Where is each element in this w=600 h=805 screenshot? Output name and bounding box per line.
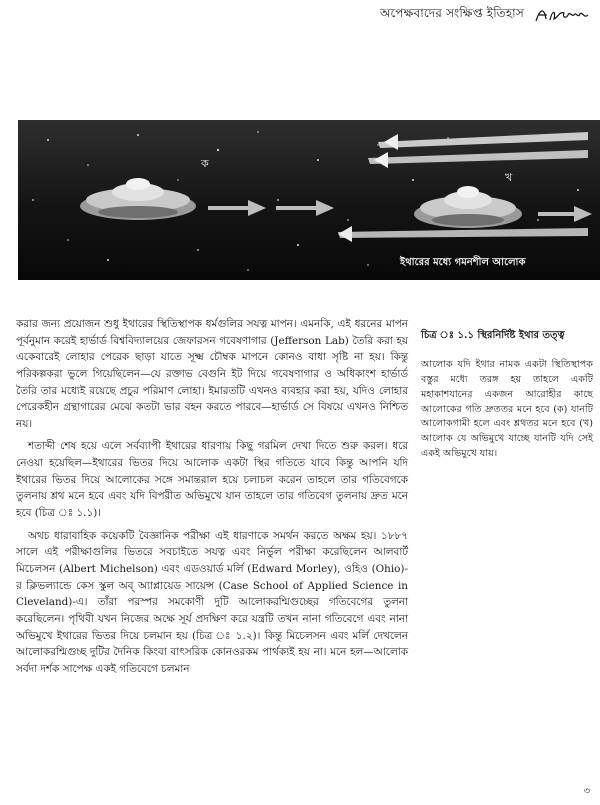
motion-arrows [208,200,592,222]
figure-caption-body: আলোক যদি ইথার নামক একটা স্থিতিস্থাপক বস্তুর মধ্যে তরঙ্গ হয় তাহলে একটি মহাকাশযানের একজন আরোহীর কাছে আলোকের গতি দ্রুততর মনে হবে (ক) যানটি আলোকগামী হলে এবং শ্লথতর মনে হবে (খ) আলোক যে অভিমুখে যাচ্ছে যানটি যদি সেই একই অভিমুখে যায়। [421,359,593,460]
label-ka: ক [201,157,209,170]
paragraph-3: অথচ ধারাবাহিক কয়েকটি বৈজ্ঞানিক পরীক্ষা এই ধারণাকে সমর্থন করতে অক্ষম হয়। ১৮৮৭ সালে এই পরীক্ষাগুলির ভিতরে সবচাইতে সযত্ন এবং নির্ভুল পরীক্ষা করেছিলেন আলবার্ট মিচেলসন (Albert Michelson) এবং এডওয়ার্ড মর্লি (Edward Morley), ওহিও (Ohio)-র ক্লিভল্যান্ডে কেস স্কুল অব্ অ্যাপ্লায়েড সায়েন্স (Case School of Applied Science in Cleveland)-এ। তাঁরা পরস্পর সমকোণী দুটি আলোকরশ্মিগুচ্ছের গতিবেগের তুলনা করেছিলেন। পৃথিবী যখন নিজের অক্ষে সূর্য প্রদক্ষিণ করে যন্ত্রটি তখন নানা গতিবেগে এবং নানা অভিমুখে ইথারের ভিতর দিয়ে চলমান হয় (চিত্র ঃ ১.২)। কিন্তু মিচেলসন এবং মর্লি দেখলেন আলোকরশ্মিগুচ্ছ দুটির দৈনিক কিংবা বাৎসরিক কোনওরকম পার্থক্যই হয় না। মনে হল—আলোক সর্বদা দর্শক সাপেক্ষ একই গতিবেগে চলমান [16,529,408,675]
saucer-left [80,178,196,220]
einstein-signature [534,5,592,25]
page-number: ৩ [583,786,590,797]
ether-illustration [18,120,600,280]
ether-figure [18,120,600,280]
paragraph-2: শতাব্দী শেষ হয়ে এলে সর্বব্যাপী ইথারের ধারণায় কিছু গরমিল দেখা দিতে শুরু করল। ধরে নেওয়া হয়েছিল—ইথারের ভিতর দিয়ে আলোক একটা স্থির গতিতে যাবে কিন্তু আপনি যদি ইথারের ভিতর দিয়ে আলোকের সঙ্গে সমান্তরাল হয়ে চলাচল করেন তাহলে তার গতিবেগকে তুলনায় শ্লথ মনে হবে এবং যদি বিপরীত অভিমুখে যান তাহলে তার গতিবেগ তুলনায় দ্রুত মনে হবে (চিত্র ঃ ১.১)। [16,440,408,520]
running-title: অপেক্ষবাদের সংক্ষিপ্ত ইতিহাস [379,6,524,20]
paragraph-1: করার জন্য প্রয়োজন শুধু ইথারের স্থিতিস্থাপক ধর্মগুলির সযত্ন মাপন। এমনকি, এই ধরনের মাপন পূর্বনুমান করেই হার্ভার্ড বিশ্ববিদ্যালয়ের জেফারসন গবেষণাগার (Jefferson Lab) তৈরি করা হয় একেবারেই লোহার পেরেক ছাড়া যাতে সূক্ষ্ম চৌম্বক মাপনে কোনও বাধা সৃষ্টি না হয়। কিন্তু পরিকল্পকরা ভুলে গিয়েছিলেন—যে রক্তাভ বেগুনি ইট দিয়ে গবেষণাগার ও অধিকাংশ হার্ভার্ড তৈরি তার মধ্যেই রয়েছে প্রচুর পরিমাণ লোহা। ইমারতটি এখনও ব্যবহার করা হয়, যদিও লোহার পেরেকহীন গ্রন্থাগারের মেঝে কতটা ভার বহন করতে পারবে—হার্ভার্ড সে বিষয়ে এখনও নিশ্চিত নয়। [16,318,408,430]
figure-inner-caption: ইথারের মধ্যে গমনশীল আলোক [400,257,526,268]
saucer-right [414,186,522,228]
page-header [380,4,592,26]
main-text-column [16,316,408,683]
label-kha: খ [505,171,513,184]
figure-caption-title: চিত্র ঃ ১.১ স্থিরনির্দিষ্ট ইথার তত্ত্ব [421,330,565,341]
